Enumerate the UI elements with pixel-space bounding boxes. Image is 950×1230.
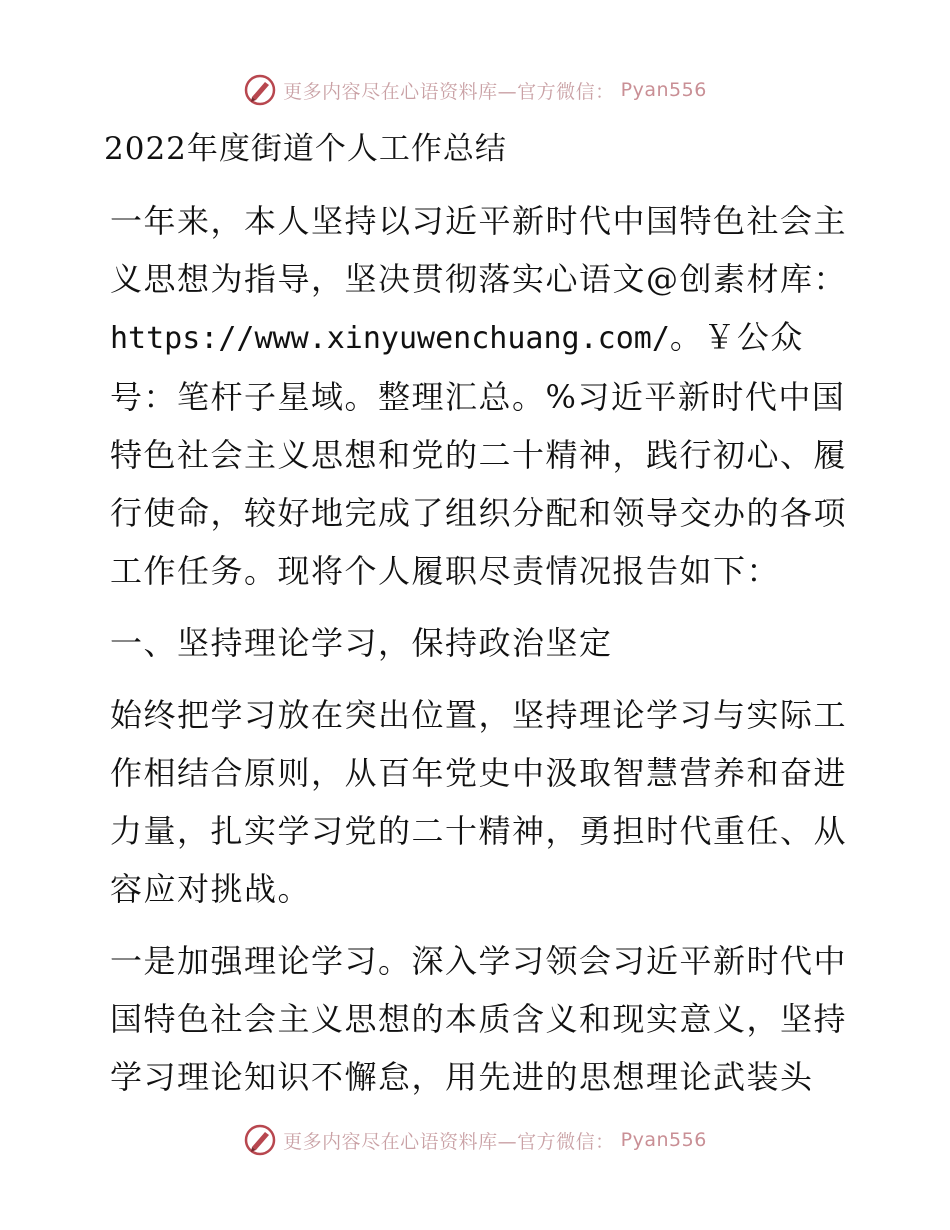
intro-paragraph [96, 192, 856, 600]
header-watermark [0, 70, 950, 110]
intro-text-end: 。￥公众号：笔杆子星域。整理汇总。%习近平新时代中国特色社会主义思想和党的二十精神，践行初心、履行使命，较好地完成了组织分配和领导交办的各项工作任务。现将个人履职尽责情况报告如下： [110, 318, 848, 590]
document-title: 2022年度街道个人工作总结 [104, 131, 507, 167]
section-1-paragraph: 始终把学习放在突出位置，坚持理论学习与实际工作相结合原则，从百年党史中汲取智慧营养和奋进力量，扎实学习党的二十精神，勇担时代重任、从容应对挑战。 [110, 696, 848, 908]
watermark-handle: Pyan556 [620, 1129, 707, 1151]
section-heading-1: 一、坚持理论学习，保持政治坚定 [110, 624, 613, 662]
intro-url: https://www.xinyuwenchuang.com/ [110, 321, 670, 356]
section-1-item-1: 一是加强理论学习。深入学习领会习近平新时代中国特色社会主义思想的本质含义和现实意义，坚持学习理论知识不懈怠，用先进的思想理论武装头 [110, 942, 848, 1096]
document-body [96, 120, 856, 1120]
pen-logo-icon [243, 1123, 277, 1157]
pen-logo-icon [243, 73, 277, 107]
watermark-handle: Pyan556 [620, 79, 707, 101]
watermark-text: 更多内容尽在心语资料库—官方微信： [283, 1130, 615, 1153]
footer-watermark [0, 1120, 950, 1160]
watermark-text: 更多内容尽在心语资料库—官方微信： [283, 80, 615, 103]
intro-text-start: 一年来，本人坚持以习近平新时代中国特色社会主义思想为指导，坚决贯彻落实心语文@创素材库： [110, 202, 848, 298]
